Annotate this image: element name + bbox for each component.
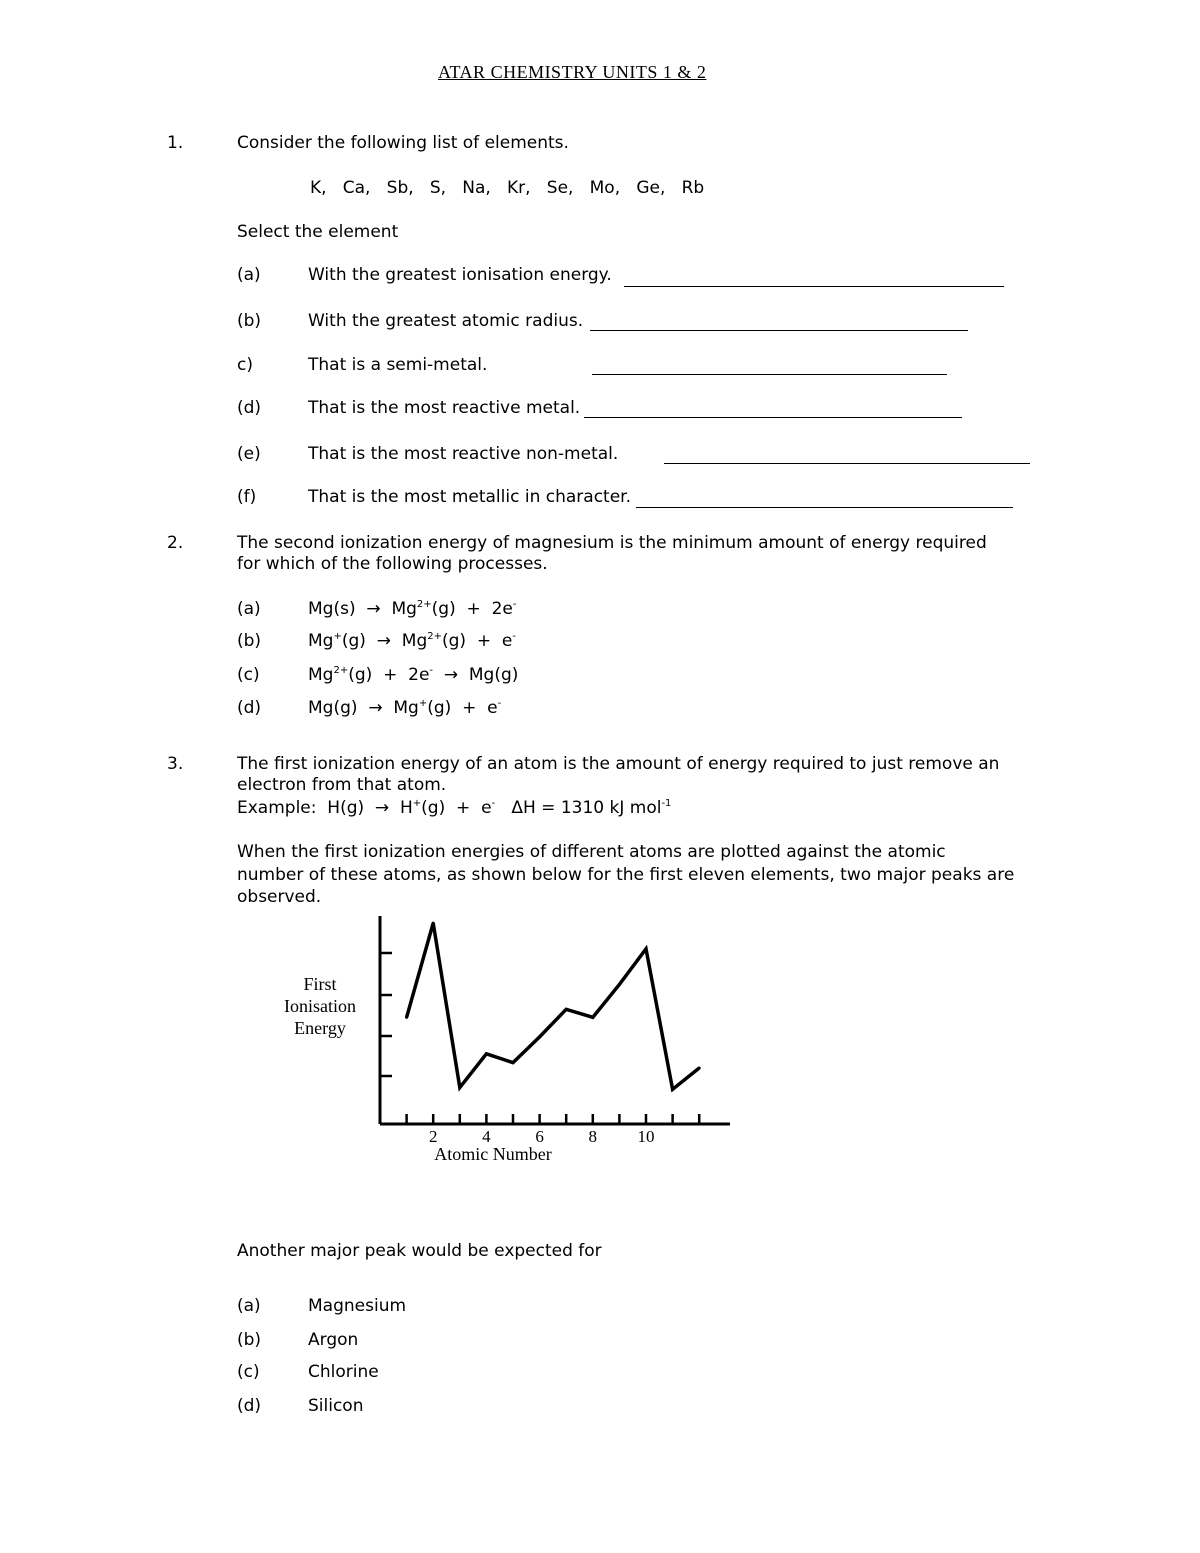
q3-line1: The first ionization energy of an atom is the amount of energy required to just remove an <box>237 754 1000 774</box>
q1-part-a-label: (a) <box>237 265 261 285</box>
eq-part: (g) + 2e <box>348 665 430 685</box>
q1-instruction: Select the element <box>237 222 399 242</box>
ionisation-energy-chart <box>270 908 740 1168</box>
q1-part-f-text: That is the most metallic in character. <box>308 487 631 507</box>
eq-part: Example: H(g) → H <box>237 798 413 818</box>
q2-option-c-label: (c) <box>237 665 260 685</box>
q3-option-d-text[interactable]: Silicon <box>308 1396 364 1416</box>
eq-part: (g) + e <box>421 798 492 818</box>
q1-part-c-label: c) <box>237 355 253 375</box>
q1-part-b-answer-line[interactable] <box>590 330 968 331</box>
x-tick-label: 8 <box>588 1127 598 1146</box>
eq-superscript: - <box>512 599 517 610</box>
q2-option-d-label: (d) <box>237 698 262 718</box>
q1-part-b-label: (b) <box>237 311 262 331</box>
eq-part: Mg <box>308 631 334 651</box>
y-axis-label-line: Ionisation <box>284 996 356 1016</box>
eq-part: (g) + 2e <box>431 599 513 619</box>
q3-option-b-text[interactable]: Argon <box>308 1330 359 1350</box>
q3-option-c-label: (c) <box>237 1362 260 1382</box>
eq-superscript: - <box>512 631 516 642</box>
x-tick-label: 10 <box>637 1127 655 1146</box>
q2-option-b-label: (b) <box>237 631 262 651</box>
data-point-element-10 <box>645 947 648 950</box>
x-tick-label: 2 <box>428 1127 438 1146</box>
q1-number: 1. <box>167 133 184 153</box>
q3-option-c-text[interactable]: Chlorine <box>308 1362 379 1382</box>
eq-superscript: + <box>333 631 342 642</box>
data-point-element-3 <box>458 1086 461 1089</box>
eq-superscript: - <box>497 698 502 709</box>
q1-prompt: Consider the following list of elements. <box>237 133 569 153</box>
data-point-element-4 <box>485 1052 488 1055</box>
q3-para-line2: number of these atoms, as shown below for the first eleven elements, two major peaks are <box>237 865 1015 885</box>
q3-example <box>237 798 671 818</box>
q2-line1: The second ionization energy of magnesium is the minimum amount of energy required <box>237 533 987 553</box>
data-point-element-12 <box>698 1067 701 1070</box>
q1-part-f-label: (f) <box>237 487 257 507</box>
q1-element-list: K, Ca, Sb, S, Na, Kr, Se, Mo, Ge, Rb <box>310 178 705 198</box>
q3-para-line1: When the first ionization energies of different atoms are plotted against the atomic <box>237 842 946 862</box>
q1-part-f-answer-line[interactable] <box>636 507 1013 508</box>
data-point-element-6 <box>538 1035 541 1038</box>
x-axis-label: Atomic Number <box>434 1144 552 1164</box>
data-point-element-5 <box>512 1061 515 1064</box>
q3-question: Another major peak would be expected for <box>237 1241 602 1261</box>
q2-option-a-equation[interactable] <box>308 599 516 619</box>
eq-part: (g) → Mg <box>341 631 428 651</box>
data-point-element-1 <box>405 1016 408 1019</box>
eq-superscript: + <box>418 698 428 709</box>
eq-part: → Mg(g) <box>433 665 519 685</box>
q1-part-d-answer-line[interactable] <box>584 417 962 418</box>
q2-option-b-equation[interactable] <box>308 631 516 651</box>
eq-part: (g) + e <box>427 698 498 718</box>
q2-line2: for which of the following processes. <box>237 554 548 574</box>
q3-line2: electron from that atom. <box>237 775 447 795</box>
eq-superscript: 2+ <box>333 665 349 676</box>
q1-part-e-label: (e) <box>237 444 261 464</box>
eq-part: Mg(s) → Mg <box>308 599 417 619</box>
eq-superscript: - <box>429 665 434 676</box>
data-point-element-11 <box>671 1088 674 1091</box>
q1-part-c-answer-line[interactable] <box>592 374 947 375</box>
q1-part-a-answer-line[interactable] <box>624 286 1004 287</box>
eq-superscript: 2+ <box>416 599 432 610</box>
q2-option-c-equation[interactable] <box>308 665 518 685</box>
q3-option-d-label: (d) <box>237 1396 262 1416</box>
eq-part: ΔH = 1310 kJ mol <box>495 798 662 818</box>
q1-part-e-text: That is the most reactive non-metal. <box>308 444 619 464</box>
q1-part-b-text: With the greatest atomic radius. <box>308 311 584 331</box>
eq-superscript: 2+ <box>427 631 442 642</box>
q3-para-line3: observed. <box>237 887 322 907</box>
eq-part: Mg <box>308 665 334 685</box>
y-axis-label-line: Energy <box>294 1018 346 1038</box>
eq-superscript: - <box>491 798 496 809</box>
eq-superscript: -1 <box>661 798 672 809</box>
q2-number: 2. <box>167 533 184 553</box>
eq-part: Mg(g) → Mg <box>308 698 419 718</box>
eq-part: (g) + e <box>441 631 513 651</box>
q2-option-d-equation[interactable] <box>308 698 501 718</box>
x-tick-label: 6 <box>535 1127 544 1146</box>
eq-superscript: + <box>412 798 422 809</box>
x-tick-label: 4 <box>482 1127 491 1146</box>
q3-option-a-text[interactable]: Magnesium <box>308 1296 407 1316</box>
y-axis-label-line: First <box>303 974 337 994</box>
ionisation-energy-series-line <box>407 923 700 1089</box>
q1-part-c-text: That is a semi-metal. <box>308 355 488 375</box>
q1-part-e-answer-line[interactable] <box>664 463 1030 464</box>
data-point-element-2 <box>432 922 435 925</box>
q2-option-a-label: (a) <box>237 599 261 619</box>
page-title: ATAR CHEMISTRY UNITS 1 & 2 <box>438 62 707 82</box>
q1-part-a-text: With the greatest ionisation energy. <box>308 265 612 285</box>
data-point-element-8 <box>591 1016 594 1019</box>
q3-option-a-label: (a) <box>237 1296 261 1316</box>
q3-number: 3. <box>167 754 184 774</box>
q3-option-b-label: (b) <box>237 1330 262 1350</box>
q1-part-d-label: (d) <box>237 398 262 418</box>
q1-part-d-text: That is the most reactive metal. <box>308 398 581 418</box>
data-point-element-9 <box>618 983 621 986</box>
data-point-element-7 <box>565 1008 568 1011</box>
